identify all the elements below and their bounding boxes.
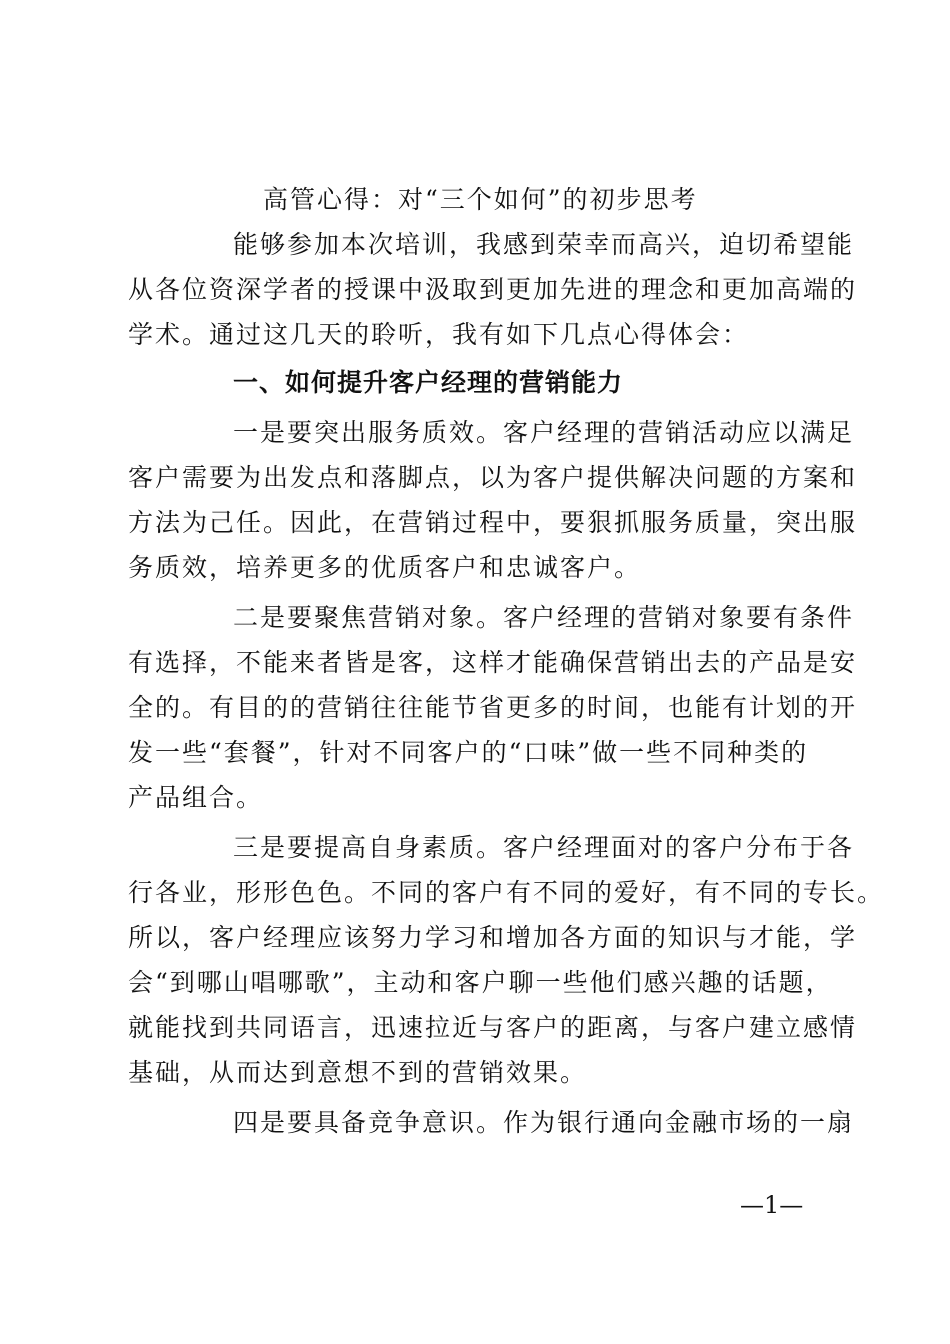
text-line: 会“到哪山唱哪歌”，主动和客户聊一些他们感兴趣的话题， bbox=[128, 968, 833, 997]
text-line: 有选择，不能来者皆是客，这样才能确保营销出去的产品是安 bbox=[128, 648, 858, 677]
text-line: 四是要具备竞争意识。作为银行通向金融市场的一扇 bbox=[233, 1108, 855, 1137]
text-line: 能够参加本次培训，我感到荣幸而高兴，迫切希望能 bbox=[233, 230, 855, 259]
text-line: 客户需要为出发点和落脚点，以为客户提供解决问题的方案和 bbox=[128, 463, 858, 492]
text-line: 方法为己任。因此，在营销过程中，要狠抓服务质量，突出服 bbox=[128, 508, 858, 537]
text-line: 从各位资深学者的授课中汲取到更加先进的理念和更加高端的 bbox=[128, 275, 858, 304]
text-line: 发一些“套餐”，针对不同客户的“口味”做一些不同种类的 bbox=[128, 738, 809, 767]
text-line: 全的。有目的的营销往往能节省更多的时间，也能有计划的开 bbox=[128, 693, 858, 722]
text-line: 务质效，培养更多的优质客户和忠诚客户。 bbox=[128, 553, 642, 582]
text-line: 产品组合。 bbox=[128, 783, 264, 812]
text-line: 所以，客户经理应该努力学习和增加各方面的知识与才能，学 bbox=[128, 923, 858, 952]
text-line: 二是要聚焦营销对象。客户经理的营销对象要有条件 bbox=[233, 603, 855, 632]
page-number: —1— bbox=[740, 1191, 804, 1219]
document-title: 高管心得：对“三个如何”的初步思考 bbox=[263, 185, 698, 214]
text-line: 行各业，形形色色。不同的客户有不同的爱好，有不同的专长。 bbox=[128, 878, 885, 907]
text-line: 就能找到共同语言，迅速拉近与客户的距离，与客户建立感情 bbox=[128, 1013, 858, 1042]
text-line: 学术。通过这几天的聆听，我有如下几点心得体会： bbox=[128, 320, 750, 349]
text-line: 基础，从而达到意想不到的营销效果。 bbox=[128, 1058, 588, 1087]
text-line: 三是要提高自身素质。客户经理面对的客户分布于各 bbox=[233, 833, 855, 862]
section-heading: 一、如何提升客户经理的营销能力 bbox=[233, 368, 624, 397]
text-line: 一是要突出服务质效。客户经理的营销活动应以满足 bbox=[233, 418, 855, 447]
